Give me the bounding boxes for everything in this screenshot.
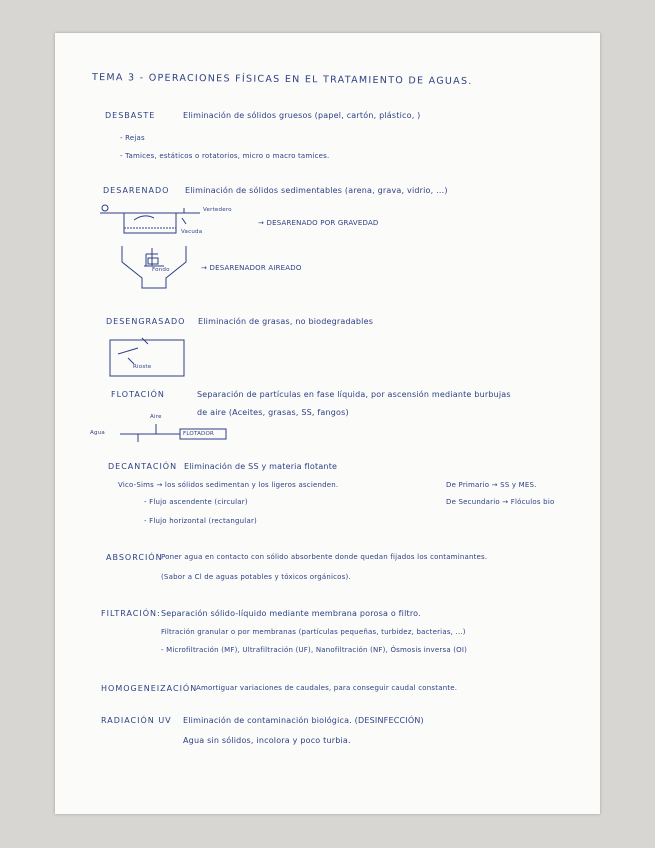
flotador-label: FLOTADOR <box>183 431 215 437</box>
decantacion-item-horizontal: - Flujo horizontal (rectangular) <box>144 517 257 525</box>
rioste-label: Rioste <box>133 364 152 370</box>
absorcion-description-line1: Poner agua en contacto con sólido absorbente donde quedan fijados los contaminantes. <box>161 553 488 561</box>
radiacion-line2: Agua sin sólidos, incolora y poco turbia. <box>183 736 351 745</box>
filtracion-line2: Filtración granular o por membranas (partículas pequeñas, turbidez, bacterias, ...) <box>161 628 466 636</box>
radiacion-description: Eliminación de contaminación biológica. (DESINFECCIÓN) <box>183 716 424 725</box>
desarenador-aireado-caption: → DESARENADOR AIREADO <box>201 264 302 272</box>
flotacion-description-line1: Separación de partículas en fase líquida, por ascensión mediante burbujas <box>197 390 511 399</box>
desbaste-heading: DESBASTE <box>105 111 156 120</box>
flotacion-heading: FLOTACIÓN <box>111 390 165 399</box>
desarenado-description: Eliminación de sólidos sedimentables (arena, grava, vidrio, ...) <box>185 186 448 195</box>
decantacion-item-ascendente: - Flujo ascendente (circular) <box>144 498 248 506</box>
flotacion-description-line2: de aire (Aceites, grasas, SS, fangos) <box>197 408 349 417</box>
vertedero-label: Vertedero <box>203 207 232 213</box>
homogeneizacion-heading: HOMOGENEIZACIÓN <box>101 684 198 693</box>
fondo-label: Fondo <box>152 267 170 273</box>
decantacion-heading: DECANTACIÓN <box>108 462 178 471</box>
desengrasado-description: Eliminación de grasas, no biodegradables <box>198 317 374 326</box>
decantacion-description: Eliminación de SS y materia flotante <box>184 462 338 471</box>
page-title: TEMA 3 - OPERACIONES FÍSICAS EN EL TRATAMIENTO DE AGUAS. <box>91 72 473 87</box>
filtracion-heading: FILTRACIÓN: <box>101 609 161 618</box>
decantacion-line1: Vico-Sims → los sólidos sedimentan y los ligeros ascienden. <box>118 481 339 489</box>
desengrasado-diagram <box>108 334 188 380</box>
absorcion-description-line2: (Sabor a Cl de aguas potables y tóxicos orgánicos). <box>161 573 351 581</box>
vacuda-label: Vacuda <box>181 229 203 235</box>
aire-label: Aire <box>150 414 162 420</box>
filtracion-description: Separación sólido-líquido mediante membrana porosa o filtro. <box>161 609 421 618</box>
decantacion-primario: De Primario → SS y MES. <box>446 481 537 489</box>
decantacion-secundario: De Secundario → Flóculos bio <box>446 498 555 506</box>
desarenado-heading: DESARENADO <box>103 186 170 195</box>
desbaste-description: Eliminación de sólidos gruesos (papel, cartón, plástico, ) <box>183 111 421 120</box>
filtracion-line3: - Microfiltración (MF), Ultrafiltración (UF), Nanofiltración (NF), Ósmosis inversa (OI) <box>161 646 468 654</box>
radiacion-heading: RADIACIÓN UV <box>101 716 172 725</box>
absorcion-heading: ABSORCIÓN <box>106 553 163 562</box>
desengrasado-heading: DESENGRASADO <box>106 317 186 326</box>
desbaste-item-tamices: - Tamices, estáticos o rotatorios, micro o macro tamices. <box>120 152 330 160</box>
desarenado-gravedad-caption: → DESARENADO POR GRAVEDAD <box>258 219 379 227</box>
homogeneizacion-description: Amortiguar variaciones de caudales, para conseguir caudal constante. <box>196 684 458 692</box>
agua-label: Agua <box>90 430 105 436</box>
desbaste-item-rejas: - Rejas <box>120 134 145 142</box>
